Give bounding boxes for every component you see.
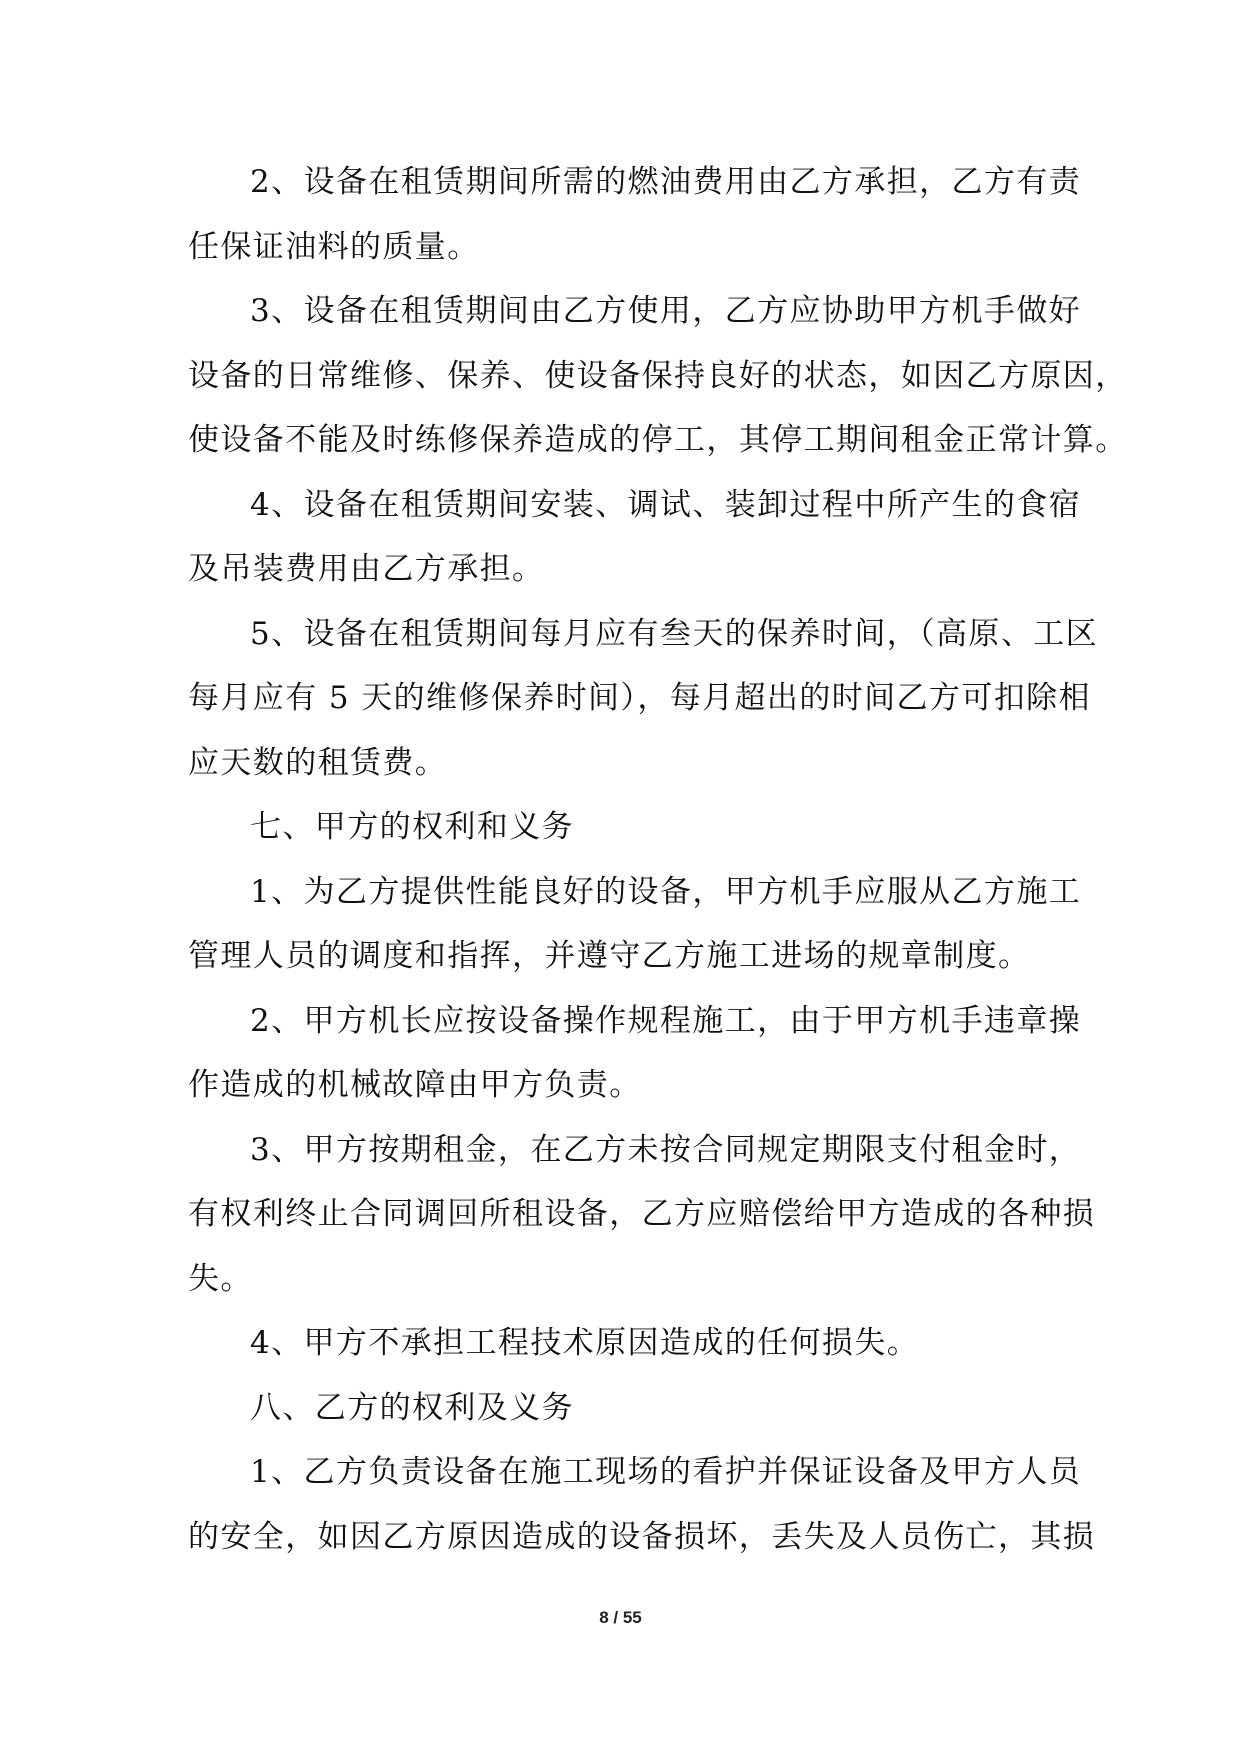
text-line: 任保证油料的质量。: [188, 228, 480, 265]
text-line: 的安全，如因乙方原因造成的设备损坏，丢失及人员伤亡，其损: [188, 1518, 1096, 1555]
text-line: 1、乙方负责设备在施工现场的看护并保证设备及甲方人员: [250, 1454, 1082, 1490]
text-line: 3、甲方按期租金，在乙方未按合同规定期限支付租金时，: [250, 1131, 1082, 1168]
text-line: 失。: [188, 1260, 253, 1297]
text-line: 有权利终止合同调回所租设备，乙方应赔偿给甲方造成的各种损: [188, 1196, 1096, 1232]
section-heading: 八、乙方的权利及义务: [250, 1389, 574, 1426]
text-line: 4、设备在租赁期间安装、调试、装卸过程中所产生的食宿: [250, 486, 1082, 523]
text-line: 管理人员的调度和指挥，并遵守乙方施工进场的规章制度。: [188, 938, 1031, 974]
text-line: 作造成的机械故障由甲方负责。: [188, 1067, 642, 1103]
text-line: 2、甲方机长应按设备操作规程施工，由于甲方机手违章操: [250, 1002, 1082, 1039]
text-line: 1、为乙方提供性能良好的设备，甲方机手应服从乙方施工: [250, 873, 1082, 910]
text-line: 2、设备在租赁期间所需的燃油费用由乙方承担，乙方有责: [250, 164, 1082, 200]
text-line: 4、甲方不承担工程技术原因造成的任何损失。: [250, 1325, 920, 1361]
text-line: 应天数的租赁费。: [188, 744, 448, 781]
text-line: 设备的日常维修、保养、使设备保持良好的状态，如因乙方原因，: [188, 357, 1128, 394]
text-line: 3、设备在租赁期间由乙方使用，乙方应协助甲方机手做好: [250, 293, 1082, 329]
text-line: 每月应有 5 天的维修保养时间），每月超出的时间乙方可扣除相: [188, 680, 1091, 716]
text-line: 使设备不能及时练修保养造成的停工，其停工期间租金正常计算。: [188, 422, 1128, 458]
section-heading: 七、甲方的权利和义务: [250, 809, 574, 845]
document-body: [188, 150, 1128, 1569]
text-line: 5、设备在租赁期间每月应有叁天的保养时间，（高原、工区: [250, 615, 1099, 652]
text-line: 及吊装费用由乙方承担。: [188, 551, 545, 587]
page-number: 8 / 55: [599, 1608, 642, 1627]
